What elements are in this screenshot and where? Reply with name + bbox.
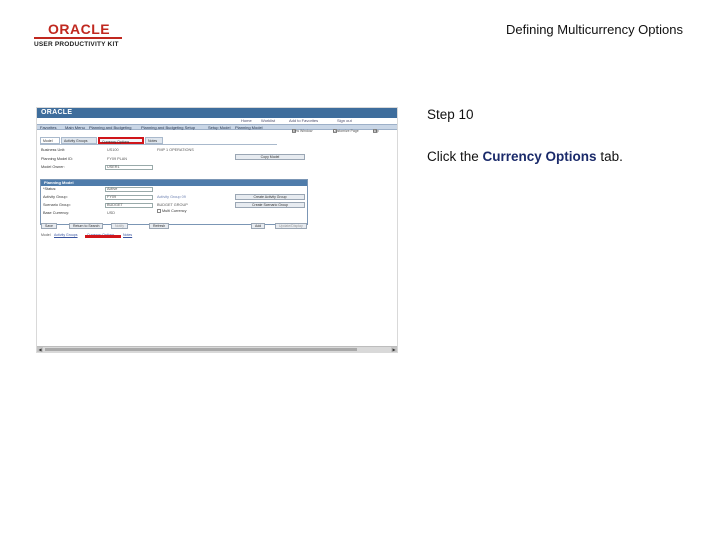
copy-model-button[interactable]: Copy Model [235,154,305,160]
menu-main[interactable]: Main Menu [65,125,85,130]
activity-group-label: Activity Group: [43,195,68,199]
menu-pb-setup[interactable]: Planning and Budgeting Setup [141,125,196,130]
logo-rule [34,37,122,39]
status-label: *Status: [43,187,57,191]
scroll-left-icon[interactable]: ◀ [38,347,42,352]
planning-model-group-title: Planning Model [41,180,307,186]
base-currency-value: USD [107,211,116,215]
step-instruction [427,149,623,164]
update-display-button[interactable]: Update/Display [275,223,307,229]
status-value: Active [107,187,118,191]
tab-underline [40,144,277,145]
scroll-right-icon[interactable]: ▶ [392,347,396,352]
horizontal-scrollbar[interactable] [37,346,397,352]
step-label: Step 10 [427,107,474,122]
notify-button[interactable]: Notify [111,223,128,229]
menu-planning-model[interactable]: Planning Model [235,125,263,130]
multi-currency-checkbox[interactable]: Multi Currency [157,209,186,213]
scrollbar-thumb[interactable] [45,348,357,351]
currency-options-highlight [85,235,121,238]
business-unit-value: US100 [107,148,119,152]
create-activity-group-button[interactable]: Create Activity Group [235,194,305,200]
oracle-upk-logo [34,22,124,48]
instruction-prefix: Click the [427,149,483,164]
tab-currency-options[interactable]: Currency Options [98,137,144,144]
link-worklist[interactable]: Worklist [261,118,276,123]
scenario-group-label: Scenario Group: [43,203,71,207]
model-owner-value: USER1 [107,165,120,169]
business-unit-label: Business Unit: [41,148,66,152]
app-brand: ORACLE [41,109,73,116]
instruction-target: Currency Options [482,149,597,164]
save-button[interactable]: Save [41,223,57,229]
planning-model-id-value: FY09 PLAN [107,157,128,161]
planning-model-id-label: Planning Model ID: [41,157,74,161]
checkbox-icon [157,209,161,213]
oracle-wordmark: ORACLE [48,21,111,37]
activity-group-value: FY09 [107,195,117,199]
document-title: Defining Multicurrency Options [505,22,683,37]
model-owner-label: Model Owner: [41,165,65,169]
return-to-search-button[interactable]: Return to Search [69,223,103,229]
tab-notes[interactable]: Notes [145,137,163,144]
tab-activity-groups[interactable]: Activity Groups [61,137,97,144]
business-unit-description: FMP 1 OPERATIONS [157,148,194,152]
scenario-group-description: BUDGET GROUP [157,203,188,207]
scenario-group-value: BUDGET [107,203,123,207]
activity-group-description: Activity Group 09 [157,195,186,199]
instruction-suffix: tab. [596,149,623,164]
refresh-button[interactable]: Refresh [149,223,169,229]
application-screenshot: ORACLE Home Worklist Add to Favorites Sign out Favorites Main Menu Planning and Budgeting Planning and Budgeting Setup Setup Model Planning Model Model Activity Groups Currency Options Notes New Window Customize Page http Business Unit: US100 FMP 1 OPERATIONS Copy Model Planning Model ID: FY09 PLAN Model Owner: USER1 Planning Model *Status: Active Activity Group: FY09 Activity Group 09 Create Activity Group Scenario Group: BUDGET BUDGET GROUP Create Scenario Group Base Currency: USD Multi Currency Save Return to Search Notify Refresh Add Update/Display Model Activity Groups Notes ◀ ▶ [36,107,398,353]
bottom-link-activity-groups[interactable]: Activity Groups [54,233,78,237]
upk-subtitle: USER PRODUCTIVITY KIT [34,41,119,48]
link-sign-out[interactable]: Sign out [337,118,352,123]
app-header-bar [37,108,397,118]
base-currency-label: Base Currency: [43,211,70,215]
bottom-link-model[interactable]: Model [41,233,51,237]
tab-model[interactable]: Model [40,137,60,144]
link-add-favorites[interactable]: Add to Favorites [289,118,319,123]
bottom-link-notes[interactable]: Notes [123,233,133,237]
add-button[interactable]: Add [251,223,265,229]
create-scenario-group-button[interactable]: Create Scenario Group [235,202,305,208]
menu-planning-budgeting[interactable]: Planning and Budgeting [89,125,132,130]
menu-setup-model[interactable]: Setup Model [208,125,231,130]
link-home[interactable]: Home [241,118,252,123]
menu-favorites[interactable]: Favorites [40,125,57,130]
